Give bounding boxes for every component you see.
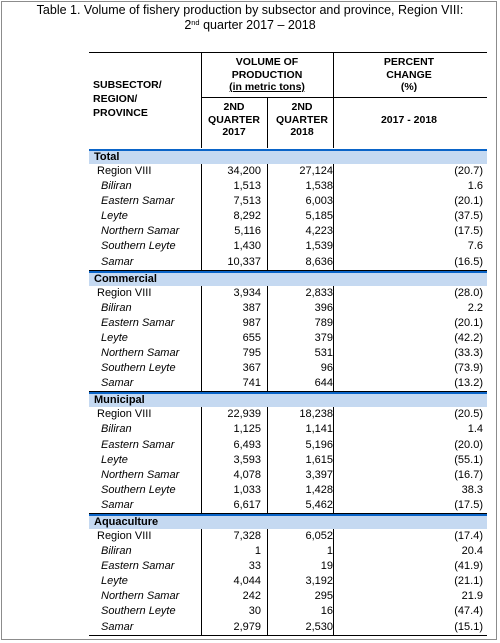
row-label: Region VIII: [97, 165, 152, 177]
column-divider: [201, 164, 202, 271]
percent-change: (47.4): [454, 605, 483, 618]
header-divider-left: [201, 52, 202, 148]
value-2018: 1,141: [305, 423, 333, 436]
percent-change: (33.3): [454, 347, 483, 360]
header-pct-range: 2017 - 2018: [380, 114, 438, 126]
title-quarter-text: quarter 2017 – 2018: [199, 18, 316, 32]
section-commercial: [89, 271, 487, 393]
column-divider: [267, 286, 268, 393]
percent-change: 20.4: [461, 545, 483, 558]
percent-change: (42.2): [454, 331, 483, 344]
value-2018: 3,397: [305, 468, 333, 481]
value-2017: 3,934: [233, 286, 261, 299]
section-heading: Aquaculture: [89, 514, 487, 529]
value-2018: 1: [326, 545, 333, 558]
section-rows: [89, 164, 487, 271]
row-label: Biliran: [101, 180, 132, 193]
row-label: Biliran: [101, 423, 132, 436]
header-pct-line-3: (%): [400, 81, 418, 93]
section-heading: Commercial: [89, 271, 487, 286]
column-divider: [267, 529, 268, 636]
value-2017: 741: [242, 377, 261, 390]
value-2017: 34,200: [227, 165, 261, 177]
section-rows: [89, 407, 487, 514]
header-volume: [202, 56, 332, 94]
table-body: [89, 149, 487, 636]
percent-change: 21.9: [461, 590, 483, 603]
percent-change: (37.5): [454, 210, 483, 223]
column-divider: [333, 164, 334, 271]
table-row: [89, 346, 487, 361]
value-2018: 1,538: [305, 180, 333, 193]
section-total: [89, 149, 487, 271]
value-2017: 387: [242, 301, 261, 314]
column-divider: [201, 407, 202, 514]
section-rows: [89, 529, 487, 636]
value-2017: 33: [248, 560, 261, 573]
value-2017: 22,939: [227, 408, 261, 421]
percent-change: (20.0): [454, 438, 483, 451]
header-mid-rule: [201, 97, 487, 98]
row-label: Leyte: [101, 331, 128, 344]
row-label: Region VIII: [97, 286, 152, 299]
percent-change: (21.1): [454, 575, 483, 588]
table-row: [89, 559, 487, 574]
table-row: [89, 194, 487, 209]
table-row: [89, 255, 487, 271]
value-2018: 5,185: [305, 210, 333, 223]
row-label: Eastern Samar: [101, 195, 175, 208]
column-divider: [333, 529, 334, 636]
percent-change: (13.2): [454, 377, 483, 390]
row-label: Samar: [101, 498, 134, 511]
value-2018: 5,462: [305, 498, 333, 511]
percent-change: (17.5): [454, 225, 483, 238]
header-subsector: [93, 78, 162, 120]
table-row: [89, 179, 487, 194]
row-label: Northern Samar: [101, 590, 180, 603]
header-col-2018: [269, 101, 335, 139]
column-divider: [201, 286, 202, 393]
value-2017: 987: [242, 316, 261, 329]
value-2018: 8,636: [305, 255, 333, 268]
column-divider: [267, 407, 268, 514]
row-label: Samar: [101, 255, 134, 268]
table-row: [89, 316, 487, 331]
value-2018: 2,833: [305, 286, 333, 299]
row-label: Leyte: [101, 210, 128, 223]
row-label: Northern Samar: [101, 347, 180, 360]
value-2017: 4,044: [233, 575, 261, 588]
row-label: Leyte: [101, 453, 128, 466]
row-label: Southern Leyte: [101, 605, 176, 618]
value-2017: 242: [242, 590, 261, 603]
value-2018: 396: [314, 301, 333, 314]
percent-change: (17.5): [454, 498, 483, 511]
title-line-2: [0, 18, 500, 33]
table-row: [89, 422, 487, 437]
section-aquaculture: [89, 514, 487, 636]
section-rows: [89, 286, 487, 393]
percent-change: (20.7): [454, 165, 483, 177]
value-2018: 6,052: [305, 529, 333, 542]
table-row: [89, 604, 487, 619]
percent-change: (55.1): [454, 453, 483, 466]
percent-change: 38.3: [461, 483, 483, 496]
value-2018: 1,539: [305, 240, 333, 253]
percent-change: (41.9): [454, 560, 483, 573]
header-2017-line-1: 2ND: [223, 101, 245, 113]
header-volume-line-1: VOLUME OF: [235, 56, 299, 68]
value-2018: 18,238: [299, 408, 333, 421]
table-row: [89, 164, 487, 179]
percent-change: (15.1): [454, 620, 483, 633]
section-municipal: [89, 392, 487, 514]
column-divider: [333, 286, 334, 393]
value-2017: 5,116: [234, 225, 261, 238]
row-label: Eastern Samar: [101, 560, 175, 573]
header-2018-line-3: 2018: [290, 126, 314, 138]
title-line-1: Table 1. Volume of fishery production by subsector and province, Region VIII:: [36, 3, 464, 17]
value-2017: 10,337: [227, 255, 261, 268]
table-row: [89, 544, 487, 559]
table-row: [89, 498, 487, 514]
value-2017: 3,593: [233, 453, 261, 466]
value-2018: 531: [314, 347, 333, 360]
value-2017: 795: [242, 347, 261, 360]
table-row: [89, 453, 487, 468]
value-2017: 30: [248, 605, 261, 618]
value-2017: 1,513: [233, 180, 261, 193]
row-label: Northern Samar: [101, 225, 180, 238]
value-2017: 655: [242, 331, 261, 344]
value-2017: 367: [242, 362, 261, 375]
value-2017: 7,513: [233, 195, 261, 208]
value-2017: 6,493: [233, 438, 261, 451]
value-2017: 4,078: [233, 468, 261, 481]
value-2018: 1,428: [305, 483, 333, 496]
header-divider-years: [267, 97, 268, 148]
section-heading: Total: [89, 149, 487, 164]
row-label: Region VIII: [97, 408, 152, 421]
column-divider: [267, 164, 268, 271]
percent-change: (16.5): [454, 255, 483, 268]
row-label: Samar: [101, 377, 134, 390]
header-volume-line-2: PRODUCTION: [231, 68, 303, 81]
percent-change: (20.5): [454, 408, 483, 421]
value-2018: 2,530: [305, 620, 333, 633]
header-top-rule: [89, 52, 487, 53]
percent-change: (28.0): [454, 286, 483, 299]
percent-change: (20.1): [454, 316, 483, 329]
header-2018-line-1: 2ND: [291, 101, 313, 113]
table-row: [89, 574, 487, 589]
row-label: Leyte: [101, 575, 128, 588]
table-row: [89, 620, 487, 636]
table-row: [89, 589, 487, 604]
title-quarter-number: 2: [184, 18, 192, 32]
value-2018: 5,196: [305, 438, 333, 451]
row-label: Southern Leyte: [101, 483, 176, 496]
header-subsector-line-1: SUBSECTOR/: [93, 79, 162, 91]
header-divider-right: [333, 52, 334, 148]
row-label: Biliran: [101, 545, 132, 558]
percent-change: 1.6: [467, 180, 483, 193]
table-header: [89, 52, 487, 148]
value-2018: 644: [314, 377, 333, 390]
value-2017: 7,328: [233, 529, 261, 542]
value-2018: 3,192: [305, 575, 333, 588]
value-2018: 379: [314, 331, 333, 344]
table-title: [0, 3, 500, 33]
header-2018-line-2: QUARTER: [276, 113, 328, 126]
value-2018: 19: [320, 560, 333, 573]
header-percent-change: [334, 56, 484, 94]
section-heading: Municipal: [89, 392, 487, 407]
value-2018: 6,003: [305, 195, 333, 208]
row-label: Samar: [101, 620, 134, 633]
table-row: [89, 301, 487, 316]
column-divider: [333, 407, 334, 514]
row-label: Biliran: [101, 301, 132, 314]
row-label: Region VIII: [97, 529, 152, 542]
header-pct-line-1: PERCENT: [383, 56, 435, 68]
percent-change: 7.6: [467, 240, 483, 253]
row-label: Eastern Samar: [101, 438, 175, 451]
value-2017: 6,617: [233, 498, 261, 511]
table-row: [89, 529, 487, 544]
table-row: [89, 407, 487, 422]
value-2018: 789: [314, 316, 333, 329]
percent-change: (20.1): [454, 195, 483, 208]
percent-change: 1.4: [467, 423, 483, 436]
column-divider: [201, 529, 202, 636]
table-row: [89, 438, 487, 453]
header-col-2017: [202, 101, 266, 139]
header-subsector-line-3: PROVINCE: [93, 107, 148, 119]
value-2018: 96: [320, 362, 333, 375]
value-2017: 1,430: [233, 240, 261, 253]
row-label: Southern Leyte: [101, 362, 176, 375]
table-row: [89, 224, 487, 239]
row-label: Southern Leyte: [101, 240, 176, 253]
header-volume-line-3: (in metric tons): [229, 81, 305, 93]
value-2017: 1,033: [233, 483, 261, 496]
value-2018: 4,223: [305, 225, 333, 238]
value-2017: 8,292: [233, 210, 261, 223]
percent-change: (16.7): [454, 468, 483, 481]
table-row: [89, 239, 487, 254]
header-pct-line-2: CHANGE: [386, 68, 432, 81]
value-2017: 1,125: [233, 423, 261, 436]
header-2017-line-2: QUARTER: [208, 113, 260, 126]
table-row: [89, 209, 487, 224]
value-2018: 1,615: [305, 453, 333, 466]
table-row: [89, 483, 487, 498]
table-row: [89, 331, 487, 346]
value-2017: 2,979: [233, 620, 261, 633]
value-2018: 16: [320, 605, 333, 618]
header-subsector-line-2: REGION/: [93, 93, 138, 105]
percent-change: (17.4): [454, 529, 483, 542]
value-2018: 27,124: [299, 165, 333, 177]
row-label: Northern Samar: [101, 468, 180, 481]
table-row: [89, 361, 487, 376]
table-row: [89, 286, 487, 301]
value-2017: 1: [254, 545, 261, 558]
value-2018: 295: [314, 590, 333, 603]
header-2017-line-3: 2017: [222, 126, 246, 138]
table-row: [89, 376, 487, 392]
title-ordinal-suffix: nd: [191, 18, 200, 27]
percent-change: (73.9): [454, 362, 483, 375]
table-row: [89, 468, 487, 483]
percent-change: 2.2: [467, 301, 483, 314]
row-label: Eastern Samar: [101, 316, 175, 329]
